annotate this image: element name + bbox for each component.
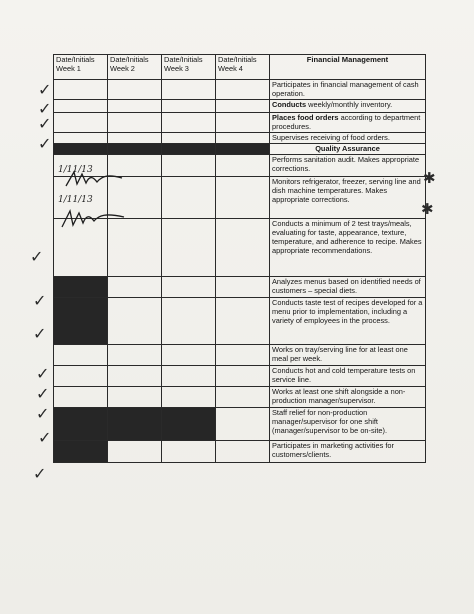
task-description: Works at least one shift alongside a non-production manager/supervisor. <box>270 387 426 408</box>
table-row <box>54 441 426 463</box>
financial-management-heading: Financial Management <box>270 55 426 80</box>
table-row <box>54 133 426 144</box>
shaded-cell <box>54 298 108 345</box>
checkmark-icon: ✓ <box>36 404 50 423</box>
handwritten-date: 1/11/13 <box>58 165 93 175</box>
checkmark-icon: ✓ <box>33 464 47 483</box>
checkmark-icon: ✓ <box>38 114 52 133</box>
checkmark-icon: ✓ <box>33 291 47 310</box>
checkmark-icon: ✓ <box>38 99 52 118</box>
table-row <box>54 387 426 408</box>
task-description: Places food orders according to department procedures. <box>270 113 426 133</box>
table-row <box>54 345 426 366</box>
shaded-cell <box>108 408 162 441</box>
task-description: Performs sanitation audit. Makes appropriate corrections. <box>270 155 426 177</box>
checkmark-icon: ✓ <box>36 364 50 383</box>
quality-assurance-heading: Quality Assurance <box>270 144 426 155</box>
star-mark-icon: ✱ <box>423 169 436 187</box>
task-description: Supervises receiving of food orders. <box>270 133 426 144</box>
checkmark-icon: ✓ <box>33 324 47 343</box>
task-description: Conducts taste test of recipes developed for a menu prior to implementation, including a variety of employees in the process. <box>270 298 426 345</box>
task-description: Conducts weekly/monthly inventory. <box>270 100 426 113</box>
shaded-cell <box>54 408 108 441</box>
week3-header: Date/Initials Week 3 <box>162 55 216 80</box>
table-row <box>54 100 426 113</box>
section-row <box>54 144 426 155</box>
initials-signature <box>60 205 126 229</box>
task-description: Staff relief for non-production manager/supervisor for one shift (manager/supervisor to be on-site). <box>270 408 426 441</box>
task-description: Works on tray/serving line for at least one meal per week. <box>270 345 426 366</box>
task-description: Analyzes menus based on identified needs of customers – special diets. <box>270 277 426 298</box>
table-row <box>54 408 426 441</box>
table-row <box>54 298 426 345</box>
checkmark-icon: ✓ <box>36 384 50 403</box>
week2-header: Date/Initials Week 2 <box>108 55 162 80</box>
week1-header: Date/Initials Week 1 <box>54 55 108 80</box>
checkmark-icon: ✓ <box>30 247 44 266</box>
checklist-table <box>53 54 426 463</box>
task-description: Participates in marketing activities for customers/clients. <box>270 441 426 463</box>
checkmark-icon: ✓ <box>38 80 52 99</box>
checkmark-icon: ✓ <box>38 134 52 153</box>
table-row <box>54 366 426 387</box>
task-description: Participates in financial management of cash operation. <box>270 80 426 100</box>
checkmark-icon: ✓ <box>38 428 52 447</box>
table-row <box>54 80 426 100</box>
table-row <box>54 277 426 298</box>
week4-header: Date/Initials Week 4 <box>216 55 270 80</box>
handwritten-date: 1/11/13 <box>58 195 93 205</box>
task-description: Monitors refrigerator, freezer, serving line and dish machine temperatures. Makes appropriate corrections. <box>270 177 426 219</box>
shaded-cell <box>54 277 108 298</box>
shaded-cell <box>162 408 216 441</box>
table-row <box>54 113 426 133</box>
task-description: Conducts hot and cold temperature tests on service line. <box>270 366 426 387</box>
star-mark-icon: ✱ <box>421 200 434 218</box>
shaded-cell <box>54 441 108 463</box>
task-description: Conducts a minimum of 2 test trays/meals, evaluating for taste, appearance, texture, temperature, and adherence to recipe. Makes appropriate recommendations. <box>270 219 426 277</box>
initials-signature <box>64 168 124 188</box>
